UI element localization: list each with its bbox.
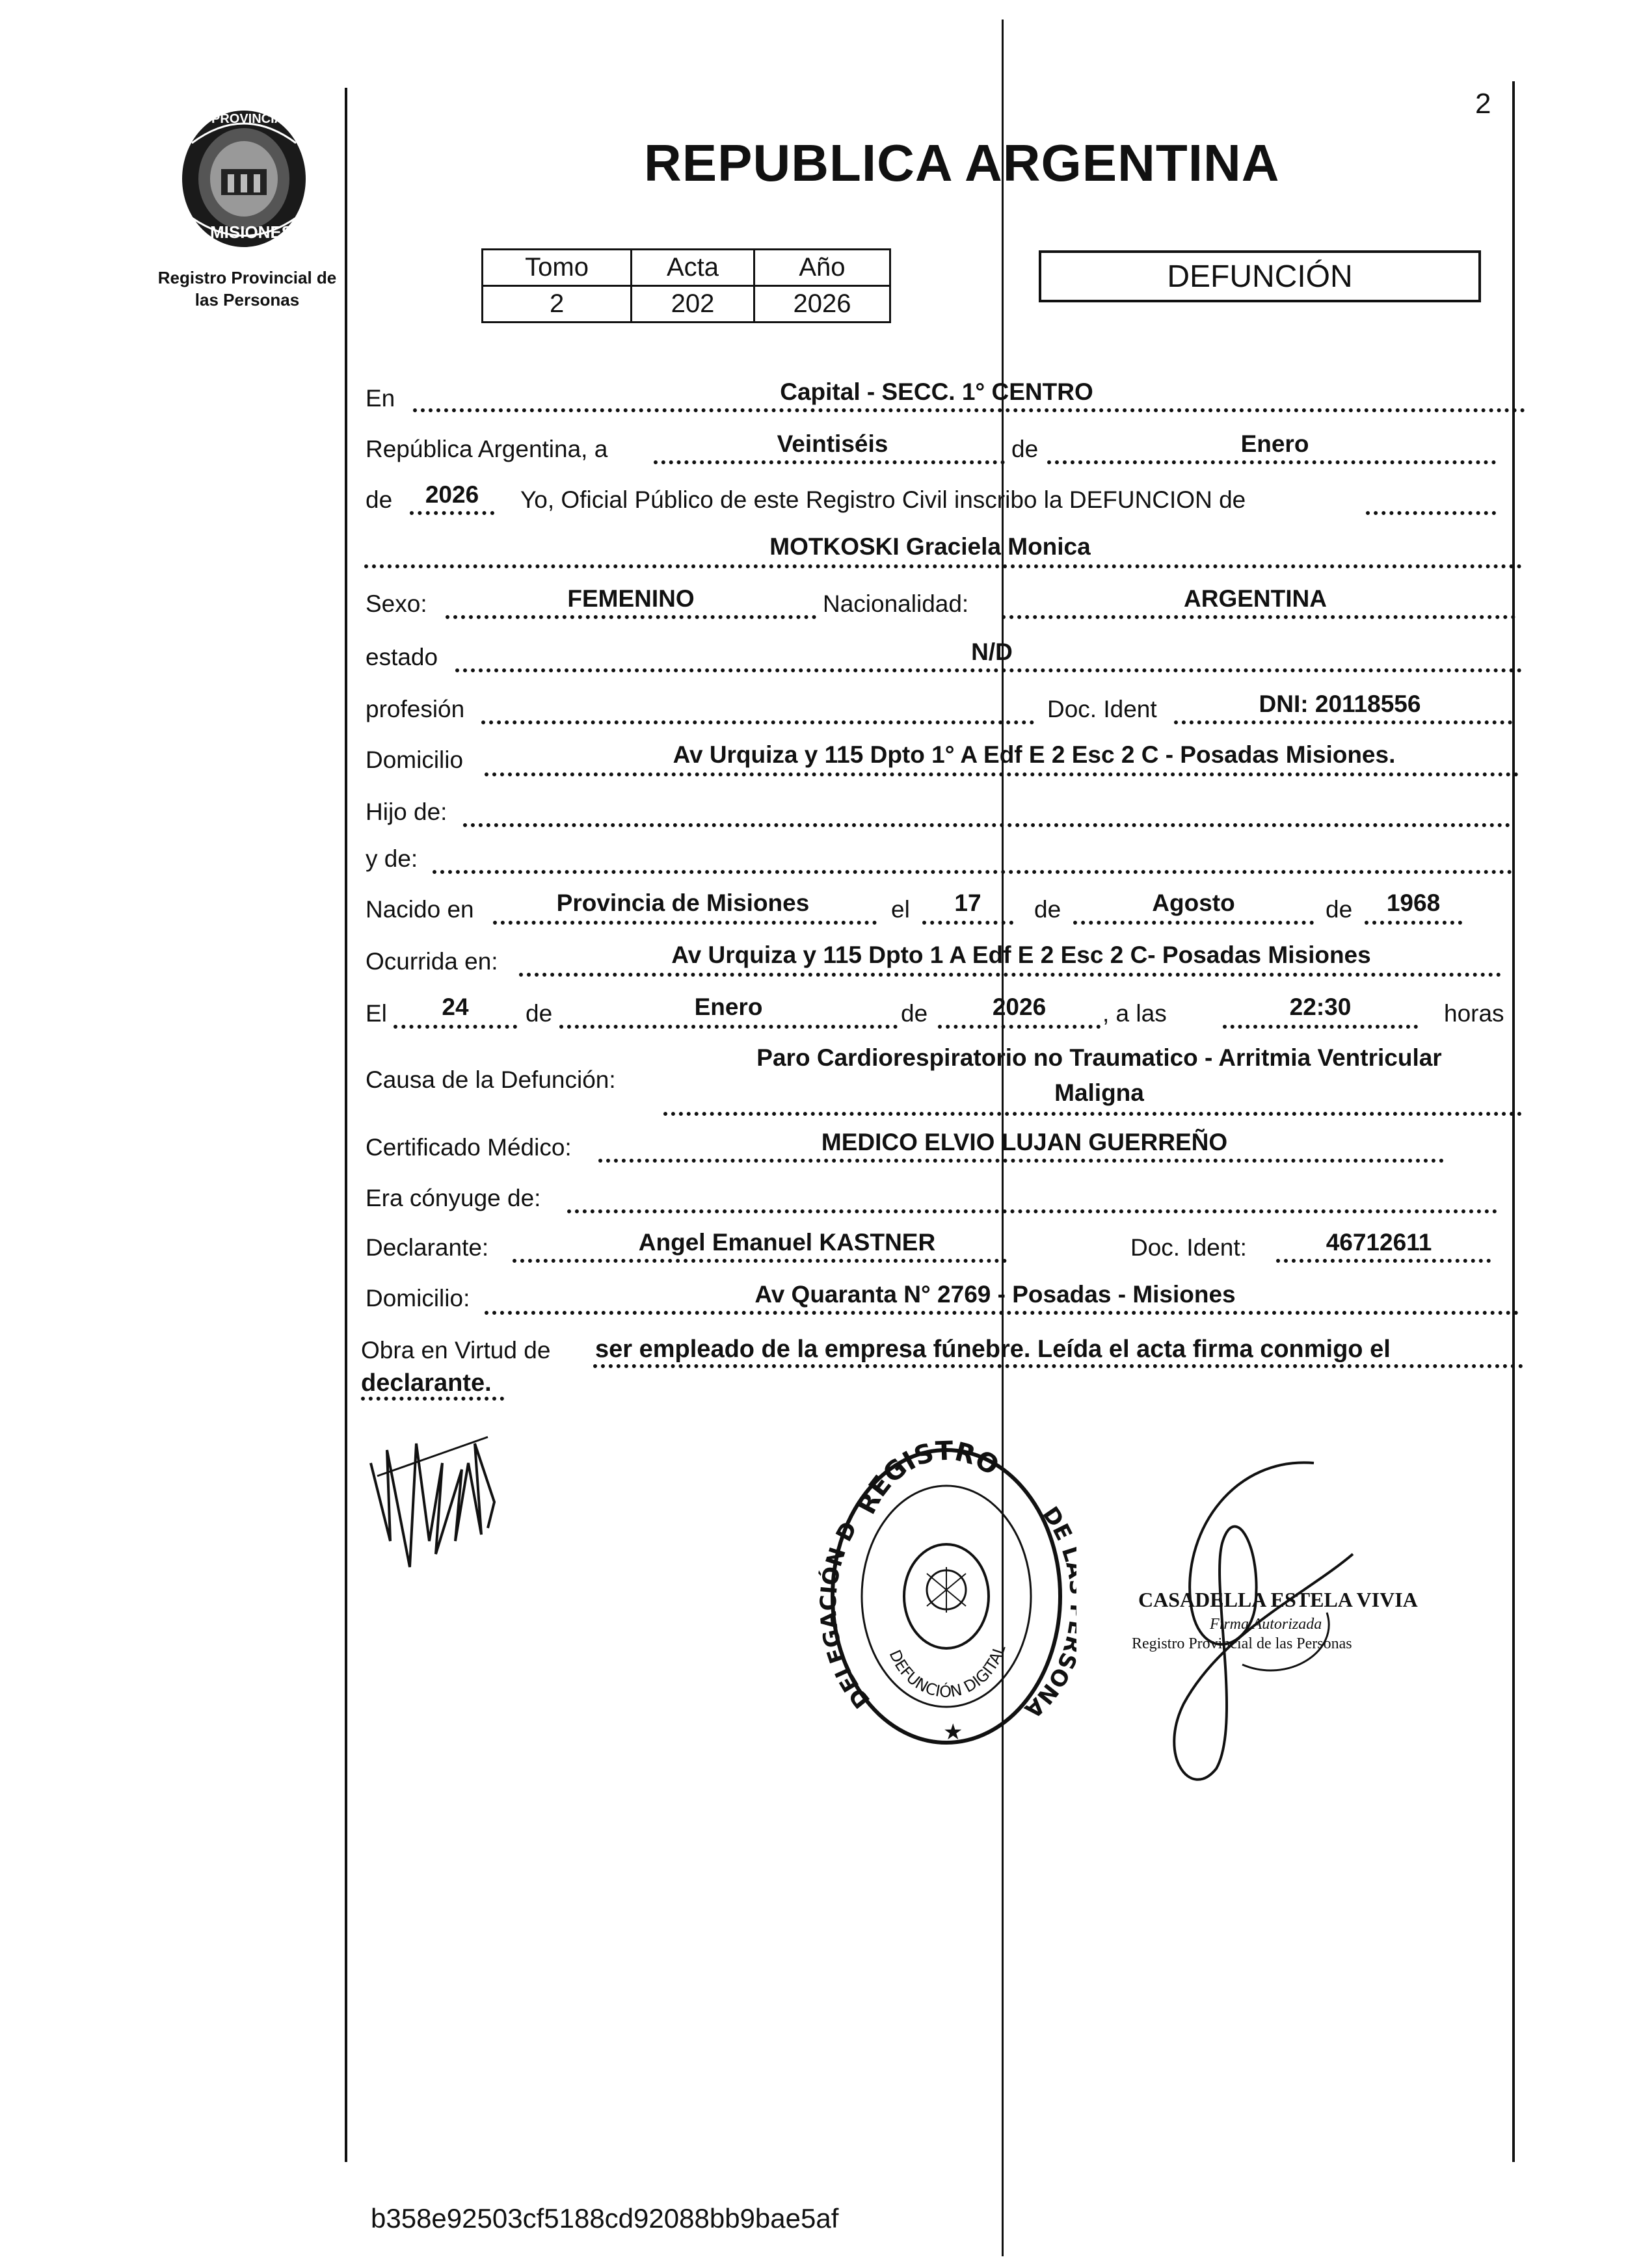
book-value-anio: 2026 [754, 286, 890, 323]
doc-ident2-dotted-line [1276, 1259, 1491, 1263]
registry-seal [166, 98, 322, 254]
stamp-text-inner: DEFUNCIÓN DIGITAL [885, 1642, 1009, 1701]
nacionalidad-dotted-line [1002, 615, 1515, 619]
year-value: 2026 [425, 481, 479, 508]
causa-line1-value: Paro Cardiorespiratorio no Traumatico - Arritmia Ventricular [756, 1044, 1442, 1071]
page-number: 2 [1475, 88, 1491, 120]
death-time-value: 22:30 [1289, 994, 1352, 1020]
domicilio-dotted-line [485, 772, 1519, 776]
official-text: Yo, Oficial Público de este Registro Civil inscribo la DEFUNCION de [520, 486, 1246, 513]
death-year-dotted-line [938, 1025, 1101, 1029]
officer-stamp-line3: Registro Provincial de las Personas [1132, 1635, 1352, 1652]
estado-value: N/D [971, 639, 1013, 665]
sexo-dotted-line [446, 615, 816, 619]
declarant-signature [364, 1424, 533, 1580]
obra-dotted-line2 [361, 1397, 504, 1401]
doc-ident2-value: 46712611 [1326, 1229, 1432, 1256]
deceased-name-value: MOTKOSKI Graciela Monica [769, 533, 1091, 560]
birth-day-value: 17 [954, 890, 981, 916]
death-time-dotted-line [1223, 1025, 1418, 1029]
death-day-value: 24 [442, 994, 469, 1020]
book-header-acta: Acta [632, 250, 754, 286]
day-dotted-line [654, 460, 1005, 464]
sexo-label: Sexo: [366, 590, 427, 617]
book-header-tomo: Tomo [483, 250, 632, 286]
nacido-en-value: Provincia de Misiones [556, 890, 810, 916]
ocurrida-dotted-line [519, 973, 1501, 977]
record-type-box [1039, 250, 1481, 302]
place-value: Capital - SECC. 1° CENTRO [780, 378, 1093, 405]
book-value-tomo: 2 [483, 286, 632, 323]
stamp-text-left: DELEGACIÓN D [816, 1517, 876, 1713]
y-de-label: y de: [366, 845, 418, 872]
certificado-value: MEDICO ELVIO LUJAN GUERREÑO [821, 1129, 1228, 1155]
officer-stamp-line2: Firma Autorizada [1210, 1616, 1322, 1633]
registry-name-line1: Registro Provincial de [157, 268, 337, 287]
conyuge-dotted-line [567, 1209, 1497, 1213]
book-table-value-row [483, 286, 890, 323]
en-label: En [366, 385, 395, 412]
causa-line2-value: Maligna [1054, 1079, 1144, 1106]
nacido-en-dotted-line [493, 921, 877, 925]
right-margin-line [1512, 81, 1515, 2162]
stamp-text-right: DE ONA [1019, 1502, 1076, 1723]
domicilio-value: Av Urquiza y 115 Dpto 1° A Edf E 2 Esc 2 C - Posadas Misiones. [673, 741, 1396, 768]
birth-de2-label: de [1326, 896, 1353, 923]
alas-label: , a las [1102, 1000, 1167, 1027]
birth-year-value: 1968 [1386, 890, 1441, 916]
obra-text-line1: ser empleado de la empresa fúnebre. Leída el acta firma conmigo el [595, 1336, 1391, 1363]
obra-dotted-line1 [593, 1364, 1523, 1368]
hijo-de-dotted-line [463, 823, 1510, 827]
officer-stamp-line1: CASADELLA ESTELA VIVIA [1138, 1588, 1418, 1611]
domicilio-label: Domicilio [366, 746, 464, 773]
declarante-value: Angel Emanuel KASTNER [638, 1229, 936, 1256]
declarante-label: Declarante: [366, 1234, 489, 1261]
seal-text-bottom: MISIONES [210, 222, 293, 242]
de-year-label: de [366, 486, 393, 513]
ocurrida-label: Ocurrida en: [366, 948, 498, 975]
domicilio2-value: Av Quaranta N° 2769 - Posadas - Misiones [754, 1281, 1236, 1308]
book-value-acta: 202 [632, 286, 754, 323]
doc-ident-dotted-line [1174, 720, 1512, 724]
horas-label: horas [1444, 1000, 1504, 1027]
stamp-text-top: REGISTRO [851, 1436, 1004, 1520]
birth-year-dotted-line [1365, 921, 1462, 925]
official-dotted-line [1366, 511, 1496, 515]
hijo-de-label: Hijo de: [366, 798, 447, 825]
conyuge-label: Era cónyuge de: [366, 1185, 541, 1211]
name-dotted-line [364, 564, 1522, 568]
month-dotted-line [1047, 460, 1496, 464]
causa-label: Causa de la Defunción: [366, 1066, 616, 1093]
birth-de-label: de [1034, 896, 1061, 923]
death-day-dotted-line [394, 1025, 517, 1029]
birth-day-dotted-line [922, 921, 1013, 925]
svg-text:DELEGACIÓN DEL [816, 1434, 875, 1713]
seal-text-top: PROVINCIA DE [211, 112, 305, 126]
nacido-en-label: Nacido en [366, 896, 474, 923]
declarante-dotted-line [513, 1259, 1007, 1263]
registry-name-line2: las Personas [194, 290, 300, 310]
estado-label: estado [366, 644, 438, 670]
certificado-label: Certificado Médico: [366, 1134, 572, 1161]
book-table-header-row [483, 250, 890, 286]
ocurrida-value: Av Urquiza y 115 Dpto 1 A Edf E 2 Esc 2 C- Posadas Misiones [671, 942, 1371, 968]
republica-label: República Argentina, a [366, 436, 608, 462]
month-value: Enero [1240, 430, 1309, 457]
profesion-dotted-line [481, 720, 1034, 724]
page-title: REPUBLICA ARGENTINA [644, 134, 1280, 192]
book-header-anio: Año [754, 250, 890, 286]
official-stamp [816, 1434, 1076, 1759]
year-dotted-line [410, 511, 494, 515]
record-type: DEFUNCIÓN [1167, 259, 1353, 294]
el2-label: El [366, 1000, 387, 1027]
nacionalidad-label: Nacionalidad: [823, 590, 969, 617]
sexo-value: FEMENINO [567, 585, 695, 612]
profesion-label: profesión [366, 696, 465, 722]
de-label: de [1011, 436, 1039, 462]
doc-ident-label: Doc. Ident [1047, 696, 1157, 722]
document-hash: b358e92503cf5188cd92088bb9bae5af [371, 2203, 839, 2234]
book-table [481, 248, 891, 323]
domicilio2-dotted-line [485, 1311, 1519, 1315]
svg-text:★: ★ [943, 1719, 963, 1745]
doc-ident2-label: Doc. Ident: [1130, 1234, 1247, 1261]
en-dotted-line [413, 408, 1525, 412]
obra-label: Obra en Virtud de [361, 1337, 551, 1364]
birth-month-value: Agosto [1152, 890, 1235, 916]
declarant-signature-icon [364, 1424, 533, 1580]
svg-text:REGISTRO [851, 1436, 1004, 1520]
death-de2-label: de [901, 1000, 928, 1027]
nacionalidad-value: ARGENTINA [1184, 585, 1327, 612]
left-margin-line [345, 88, 347, 2162]
death-de-label: de [526, 1000, 553, 1027]
domicilio2-label: Domicilio: [366, 1285, 470, 1312]
y-de-dotted-line [433, 870, 1512, 874]
doc-ident-value: DNI: 20118556 [1259, 691, 1421, 717]
registry-stamp-icon [816, 1434, 1076, 1759]
estado-dotted-line [455, 668, 1522, 672]
birth-month-dotted-line [1073, 921, 1314, 925]
death-month-value: Enero [694, 994, 763, 1020]
obra-text-line2: declarante. [361, 1369, 492, 1397]
certificado-dotted-line [598, 1159, 1444, 1163]
day-written-value: Veintiséis [777, 430, 888, 457]
death-year-value: 2026 [992, 994, 1047, 1020]
el-label: el [891, 896, 910, 923]
death-month-dotted-line [559, 1025, 898, 1029]
causa-dotted-line [663, 1112, 1522, 1116]
